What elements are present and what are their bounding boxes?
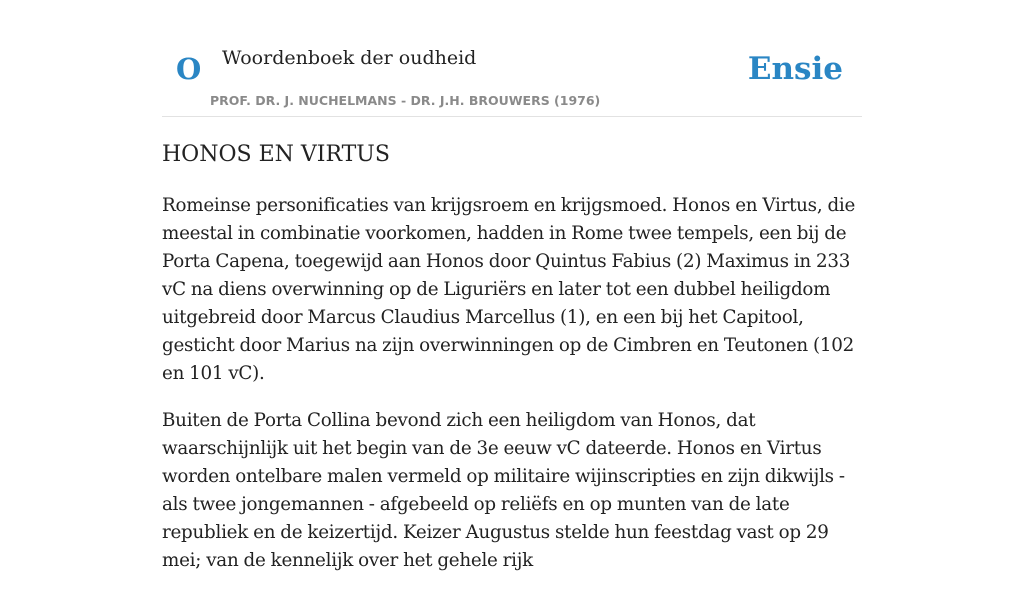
ensie-logo-link[interactable]: Ensie <box>747 51 843 87</box>
header <box>162 0 862 117</box>
entry-paragraph: Buiten de Porta Collina bevond zich een heiligdom van Honos, dat waarschijnlijk uit het begin van de 3e eeuw vC dateerde. Honos en Virtus worden ontelbare malen vermeld op militaire wijinscripties en zijn dikwijls - als twee jongemannen - afgebeeld op reliëfs en op munten van de late republiek en de keizertijd. Keizer Augustus stelde hun feestdag vast op 29 mei; van de kennelijk over het gehele rijk <box>162 410 845 571</box>
entry-body <box>162 192 862 594</box>
book-title: Woordenboek der oudheid <box>222 47 477 69</box>
index-letter: O <box>176 52 202 86</box>
entry-title: HONOS EN VIRTUS <box>162 142 390 167</box>
page <box>162 0 862 571</box>
book-authors: PROF. DR. J. NUCHELMANS - DR. J.H. BROUWERS (1976) <box>210 93 601 108</box>
entry-paragraph: Romeinse personificaties van krijgsroem en krijgsmoed. Honos en Virtus, die meestal in combinatie voorkomen, hadden in Rome twee tempels, een bij de Porta Capena, toegewijd aan Honos door Quintus Fabius (2) Maximus in 233 vC na diens overwinning op de Liguriërs en later tot een dubbel heiligdom uitgebreid door Marcus Claudius Marcellus (1), en een bij het Capitool, gesticht door Marius na zijn overwinningen op de Cimbren en Teutonen (102 en 101 vC). <box>162 195 856 384</box>
